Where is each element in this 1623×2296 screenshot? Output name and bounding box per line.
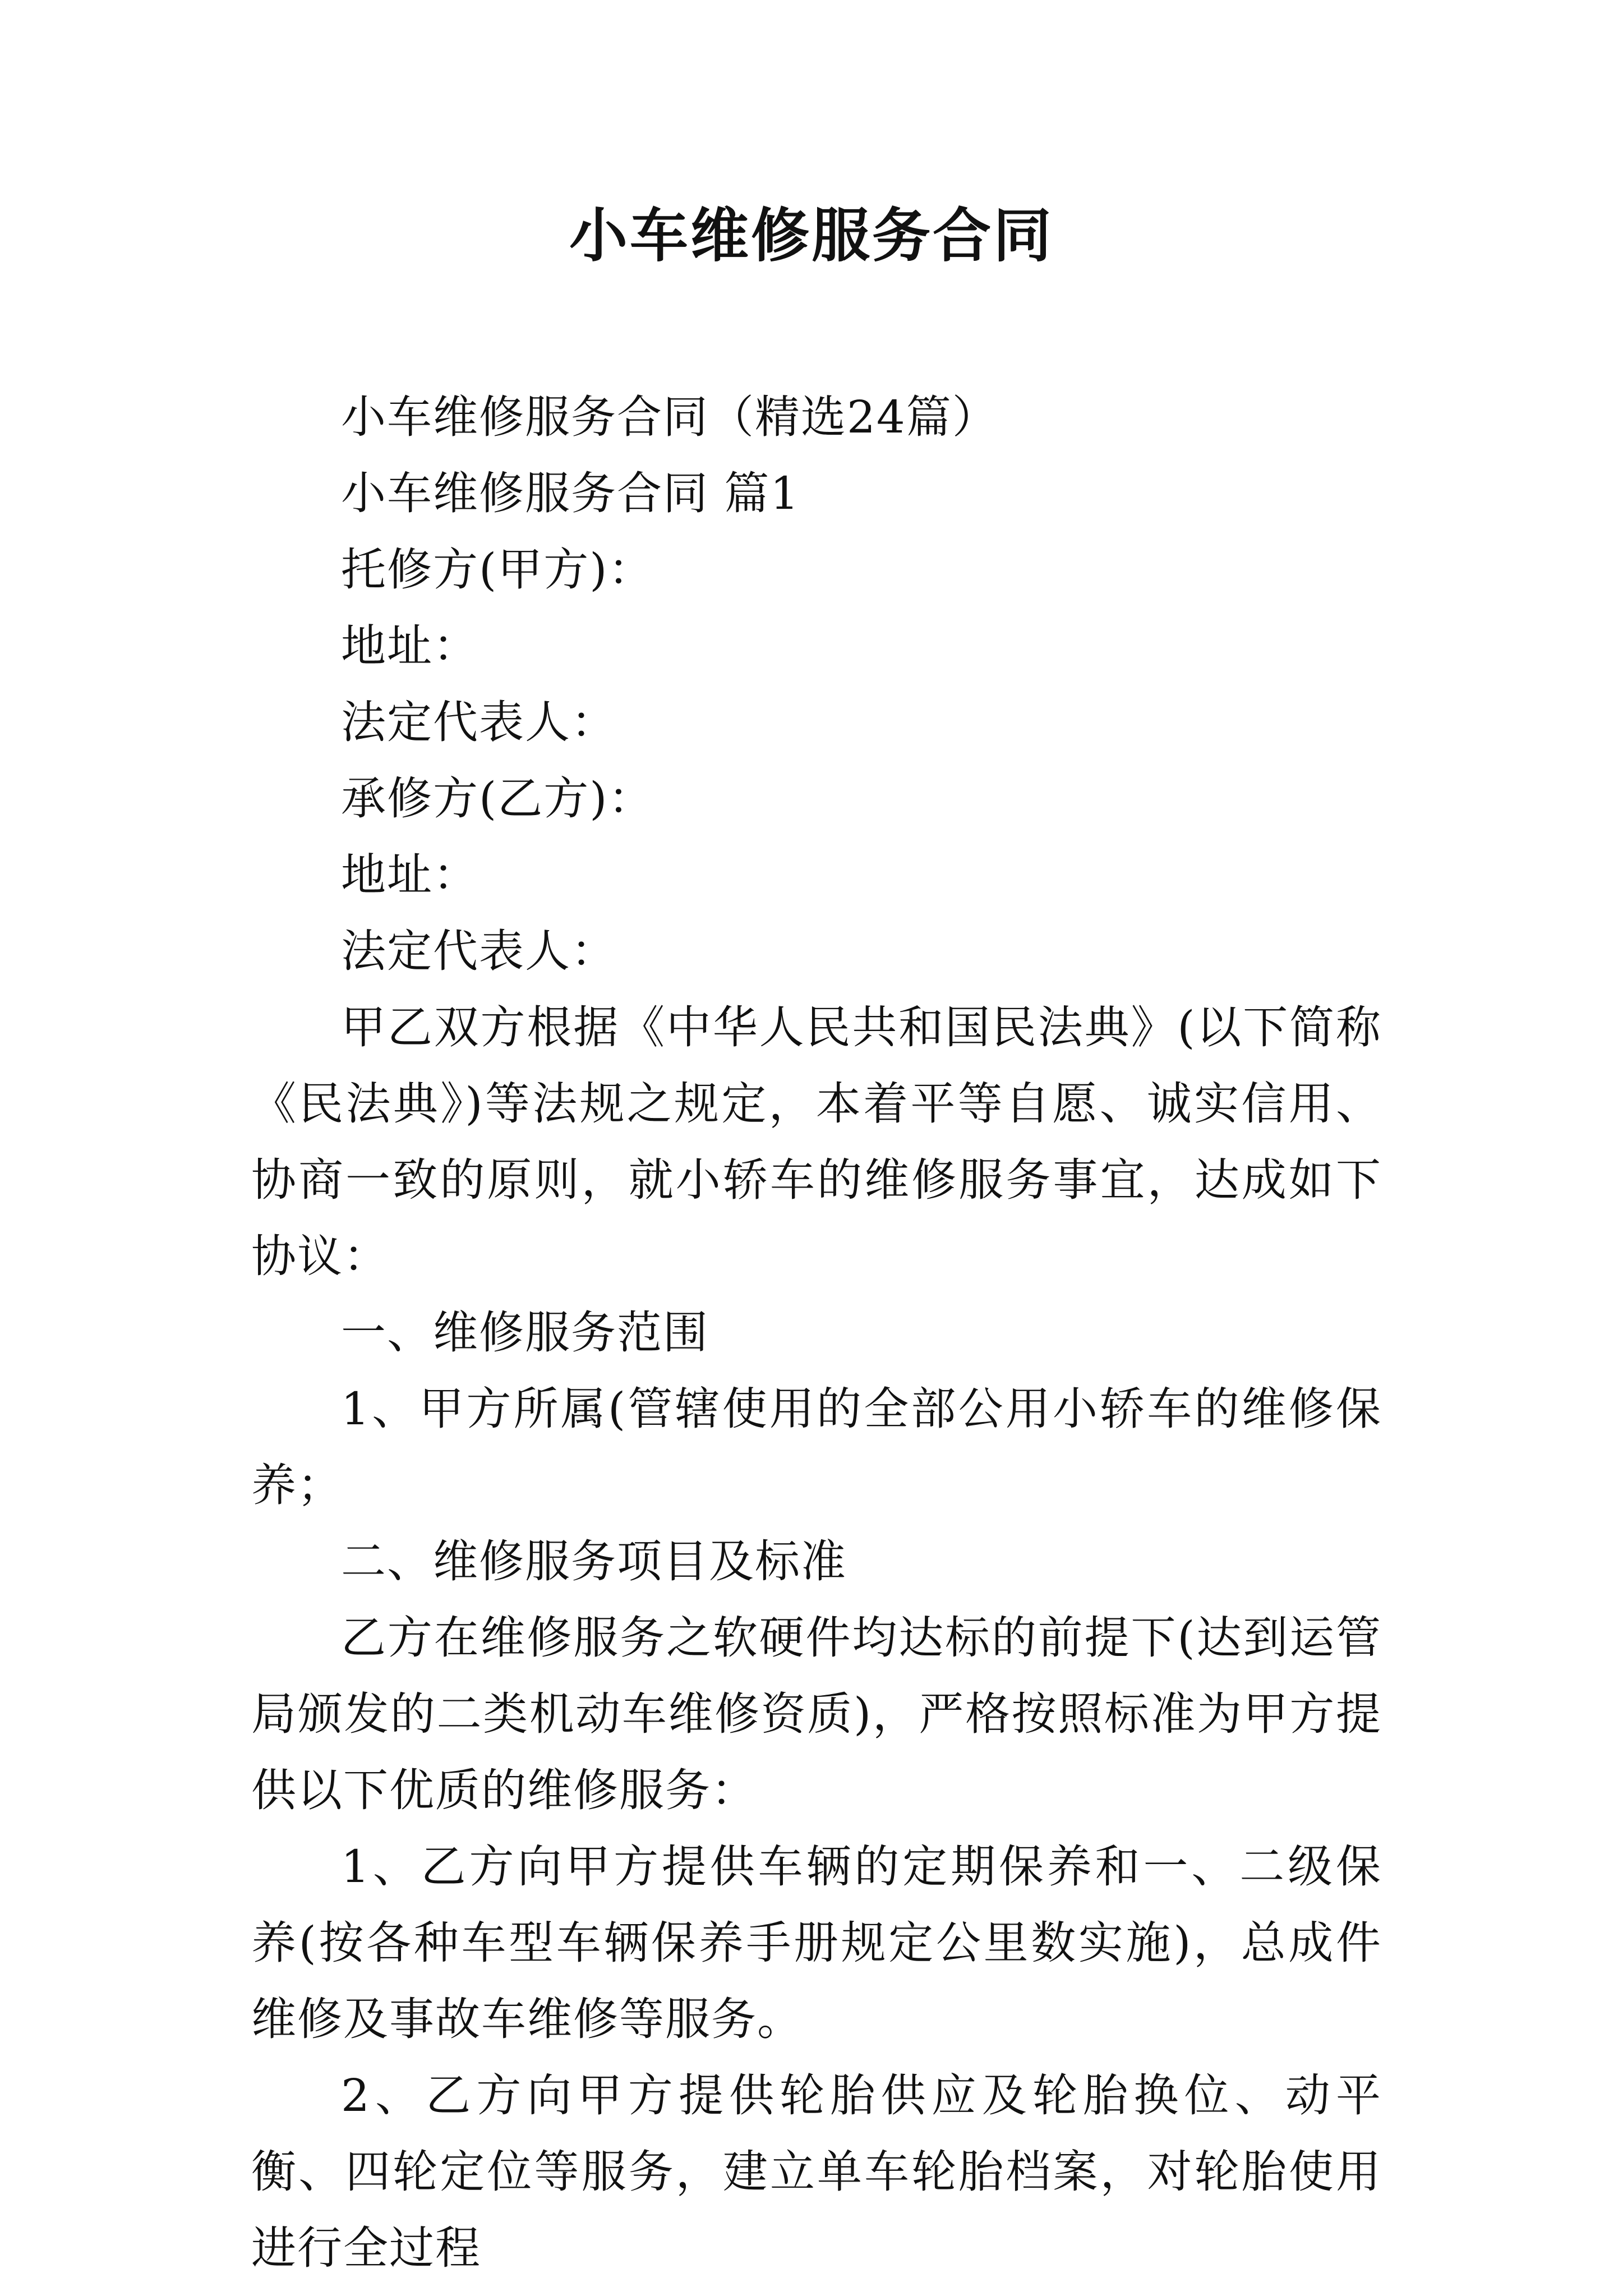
- paragraph-service-item-1: 1、乙方向甲方提供车辆的定期保养和一、二级保养(按各种车型车辆保养手册规定公里数实施)，总成件维修及事故车维修等服务。: [251, 1841, 1382, 2045]
- paragraph-party-b: 承修方(乙方)：: [341, 772, 654, 825]
- paragraph-scope-item-1: 1、甲方所属(管辖使用的全部公用小轿车的维修保养；: [251, 1383, 1382, 1511]
- paragraph-service-item-2: 2、乙方向甲方提供轮胎供应及轮胎换位、动平衡、四轮定位等服务，建立单车轮胎档案，对轮胎使用进行全过程: [251, 2069, 1382, 2274]
- paragraph-preamble: 甲乙双方根据《中华人民共和国民法典》(以下简称《民法典》)等法规之规定，本着平等自愿、诚实信用、协商一致的原则，就小轿车的维修服务事宜，达成如下协议：: [251, 1001, 1382, 1282]
- paragraph-party-a-address: 地址：: [341, 620, 479, 672]
- paragraph-service-intro: 乙方在维修服务之软硬件均达标的前提下(达到运管局颁发的二类机动车维修资质)，严格按照标准为甲方提供以下优质的维修服务：: [251, 1612, 1382, 1816]
- paragraph-heading-selection: 小车维修服务合同（精选24篇）: [341, 391, 998, 443]
- document-body: [251, 379, 1382, 2286]
- document-title: 小车维修服务合同: [569, 201, 1054, 270]
- section-heading-items-standards: 二、维修服务项目及标准: [341, 1535, 847, 1588]
- paragraph-party-a-representative: 法定代表人：: [341, 696, 617, 748]
- section-heading-scope: 一、维修服务范围: [341, 1306, 709, 1359]
- paragraph-part-1: 小车维修服务合同 篇1: [341, 467, 800, 519]
- paragraph-party-b-representative: 法定代表人：: [341, 925, 617, 977]
- paragraph-party-a: 托修方(甲方)：: [341, 544, 654, 596]
- paragraph-party-b-address: 地址：: [341, 849, 479, 901]
